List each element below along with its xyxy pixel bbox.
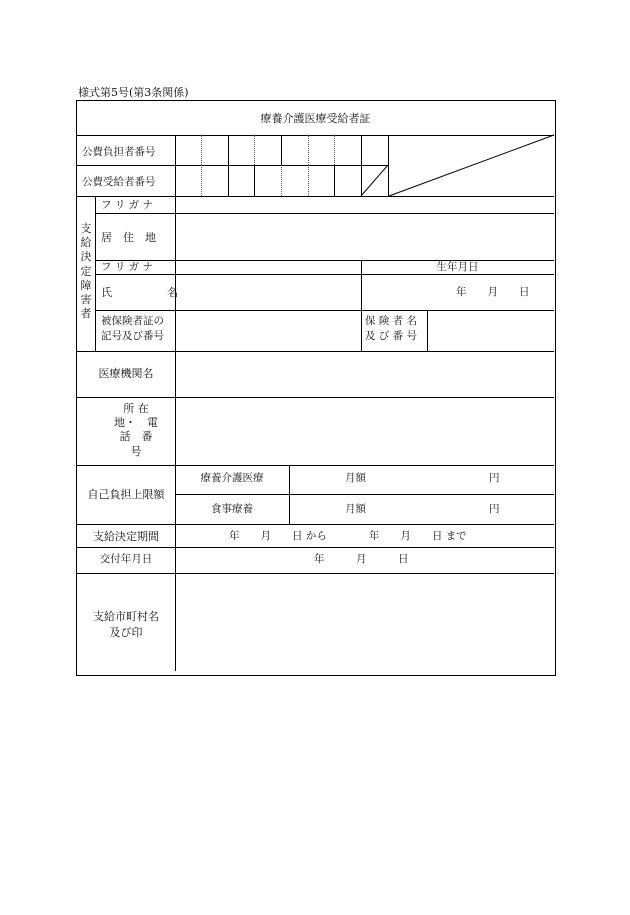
strike-lines bbox=[77, 101, 554, 201]
strike-line-small bbox=[361, 165, 388, 196]
birthdate-label: 生年月日 bbox=[436, 261, 479, 273]
period-label: 支給決定期間 bbox=[93, 530, 159, 543]
payer-number-label: 公費負担者番号 bbox=[82, 146, 156, 158]
rule bbox=[289, 465, 290, 524]
rule bbox=[175, 494, 554, 495]
rule bbox=[77, 397, 554, 398]
furigana-label-2: フ リ ガ ナ bbox=[101, 261, 154, 273]
insured-number-label-2: 記号及び番号 bbox=[101, 330, 164, 342]
rule bbox=[77, 573, 554, 574]
rule bbox=[77, 524, 554, 525]
form-number: 様式第5号(第3条関係) bbox=[78, 86, 189, 99]
rule bbox=[361, 260, 362, 351]
rule bbox=[77, 547, 554, 548]
medical-care-label: 療養介護医療 bbox=[200, 472, 264, 484]
monthly-label-1: 月額 bbox=[345, 472, 366, 484]
rule bbox=[95, 310, 554, 311]
furigana-label-1: フ リ ガ ナ bbox=[101, 199, 154, 211]
rule bbox=[95, 213, 554, 214]
recipient-side-label: 支 給 決 定 障 害 者 bbox=[80, 222, 92, 321]
rule bbox=[427, 310, 428, 351]
issue-date-value: 年 月 日 bbox=[314, 553, 409, 565]
yen-label-1: 円 bbox=[489, 472, 500, 484]
meal-care-label: 食事療養 bbox=[211, 503, 253, 515]
rule bbox=[77, 465, 554, 466]
rule bbox=[175, 196, 176, 671]
rule bbox=[77, 351, 554, 352]
municipality-label-1: 支給市町村名 bbox=[93, 610, 159, 623]
recipient-certificate-form bbox=[76, 100, 556, 676]
monthly-label-2: 月額 bbox=[345, 503, 366, 515]
rule bbox=[95, 274, 554, 275]
medical-institution-label: 医療機関名 bbox=[98, 367, 154, 380]
form-title: 療養介護医療受給者証 bbox=[260, 112, 371, 125]
birthdate-value: 年 月 日 bbox=[456, 286, 530, 298]
yen-label-2: 円 bbox=[489, 503, 500, 515]
name-label: 氏 名 bbox=[101, 286, 178, 299]
location-phone-label: 所 在 地・ 電 話 番 号 bbox=[114, 402, 158, 458]
strike-line-large bbox=[389, 135, 554, 196]
insurer-label-1: 保 険 者 名 bbox=[365, 315, 418, 327]
issue-date-label: 交付年月日 bbox=[99, 553, 153, 565]
address-label: 居 住 地 bbox=[101, 231, 156, 244]
period-value: 年 月 日 から 年 月 日 まで bbox=[229, 530, 467, 542]
recipient-number-label: 公費受給者番号 bbox=[82, 176, 156, 188]
insurer-label-2: 及 び 番 号 bbox=[365, 330, 418, 342]
copay-limit-label: 自己負担上限額 bbox=[87, 488, 165, 501]
municipality-label-2: 及び印 bbox=[109, 626, 143, 639]
insured-number-label-1: 被保険者証の bbox=[101, 315, 164, 327]
